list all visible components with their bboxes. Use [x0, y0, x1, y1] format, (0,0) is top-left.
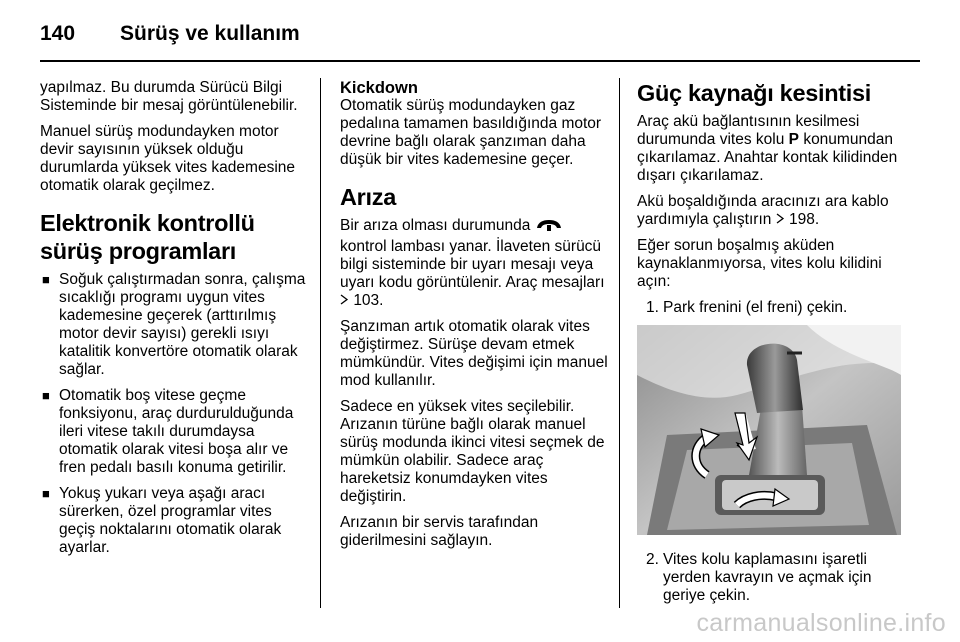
column-1: [40, 79, 310, 565]
column-divider-1: [320, 78, 321, 608]
steps-list: [637, 299, 907, 317]
list-item: 2. Vites kolu kaplamasını işaretli yerden kavrayın ve açmak için geriye çekin.: [646, 551, 872, 604]
bullet-list: [40, 271, 310, 557]
gear-lever-illustration: [637, 325, 901, 535]
paragraph: yapılmaz. Bu durumda Sürücü Bilgi Sisteminde bir mesaj görüntülenebilir.: [40, 79, 298, 114]
transmission-warning-icon: [535, 217, 563, 238]
gear-p-label: P: [788, 131, 799, 148]
watermark: carmanualsonline.info: [696, 609, 946, 637]
heading-power-interruption: Güç kaynağı kesintisi: [637, 80, 872, 106]
page-header: [40, 14, 920, 54]
bullet-icon: ■: [42, 388, 50, 403]
paragraph: Şanzıman artık otomatik olarak vites değiştirmez. Sürüşe devam etmek mümkündür. Vites değişimi için manuel mod kullanılır.: [340, 318, 608, 389]
list-item: 1. Park frenini (el freni) çekin.: [646, 299, 848, 316]
heading-electronic-programs: Elektronik kontrollü sürüş programları: [40, 210, 255, 264]
paragraph: Araç akü bağlantısının kesilmesi durumunda vites kolu P konumundan çıkarılamaz. Anahtar kontak kilidinden dışarı çıkarılamaz.: [637, 113, 898, 184]
paragraph: Otomatik sürüş modundayken gaz pedalına tamamen basıldığında motor devrine bağlı olarak şanzıman daha düşük bir vites kademesine geçer.: [340, 97, 602, 168]
bullet-icon: ■: [42, 272, 50, 287]
heading-fault: Arıza: [340, 184, 396, 210]
paragraph: Akü boşaldığında aracınızı ara kablo yardımıyla çalıştırın 198.: [637, 193, 889, 228]
bullet-icon: ■: [42, 486, 50, 501]
paragraph: Bir arıza olması durumunda kontrol lambası yanar. İlaveten sürücü bilgi sisteminde bir uyarı mesajı veya uyarı kodu görüntülenir. Araç mesajları 103.: [340, 217, 605, 309]
list-item: ■ Otomatik boş vitese geçme fonksiyonu, araç durdurulduğunda ileri vitese takılı durumdaysa otomatik olarak vitesi boşa alır ve fren pedalı basılı konuma getirilir.: [42, 387, 294, 476]
section-title: Sürüş ve kullanım: [120, 22, 300, 45]
heading-kickdown: Kickdown: [340, 79, 418, 97]
reference-arrow-icon: [776, 211, 785, 229]
page-number: 140: [40, 22, 76, 45]
paragraph: Arızanın bir servis tarafından giderilmesini sağlayın.: [340, 514, 539, 549]
paragraph: Manuel sürüş modundayken motor devir sayısının yüksek olduğu durumlarda yüksek vites kademesine otomatik olarak geçilmez.: [40, 123, 296, 194]
list-item: ■ Yokuş yukarı veya aşağı aracı sürerken, özel programlar vites geçiş noktalarını otomatik olarak ayarlar.: [42, 485, 282, 556]
list-item: ■ Soğuk çalıştırmadan sonra, çalışma sıcaklığı programı uygun vites kademesine geçerek (arttırılmış motor devir sayısı) gerekli ısıyı katalitik konvertöre otomatik olarak sağlar.: [42, 271, 306, 378]
paragraph: Eğer sorun boşalmış aküden kaynaklanmıyorsa, vites kolu kilidini açın:: [637, 237, 882, 290]
reference-arrow-icon: [340, 292, 349, 310]
column-3: [637, 79, 907, 613]
paragraph: Sadece en yüksek vites seçilebilir. Arızanın türüne bağlı olarak manuel sürüş modunda ikinci vitesi seçmek de mümkün olabilir. Sadece araç hareketsiz konumdayken vites değiştirin.: [340, 398, 605, 505]
column-divider-2: [619, 78, 620, 608]
header-rule: [40, 60, 920, 62]
column-2: [340, 79, 610, 558]
steps-list: [637, 551, 907, 605]
